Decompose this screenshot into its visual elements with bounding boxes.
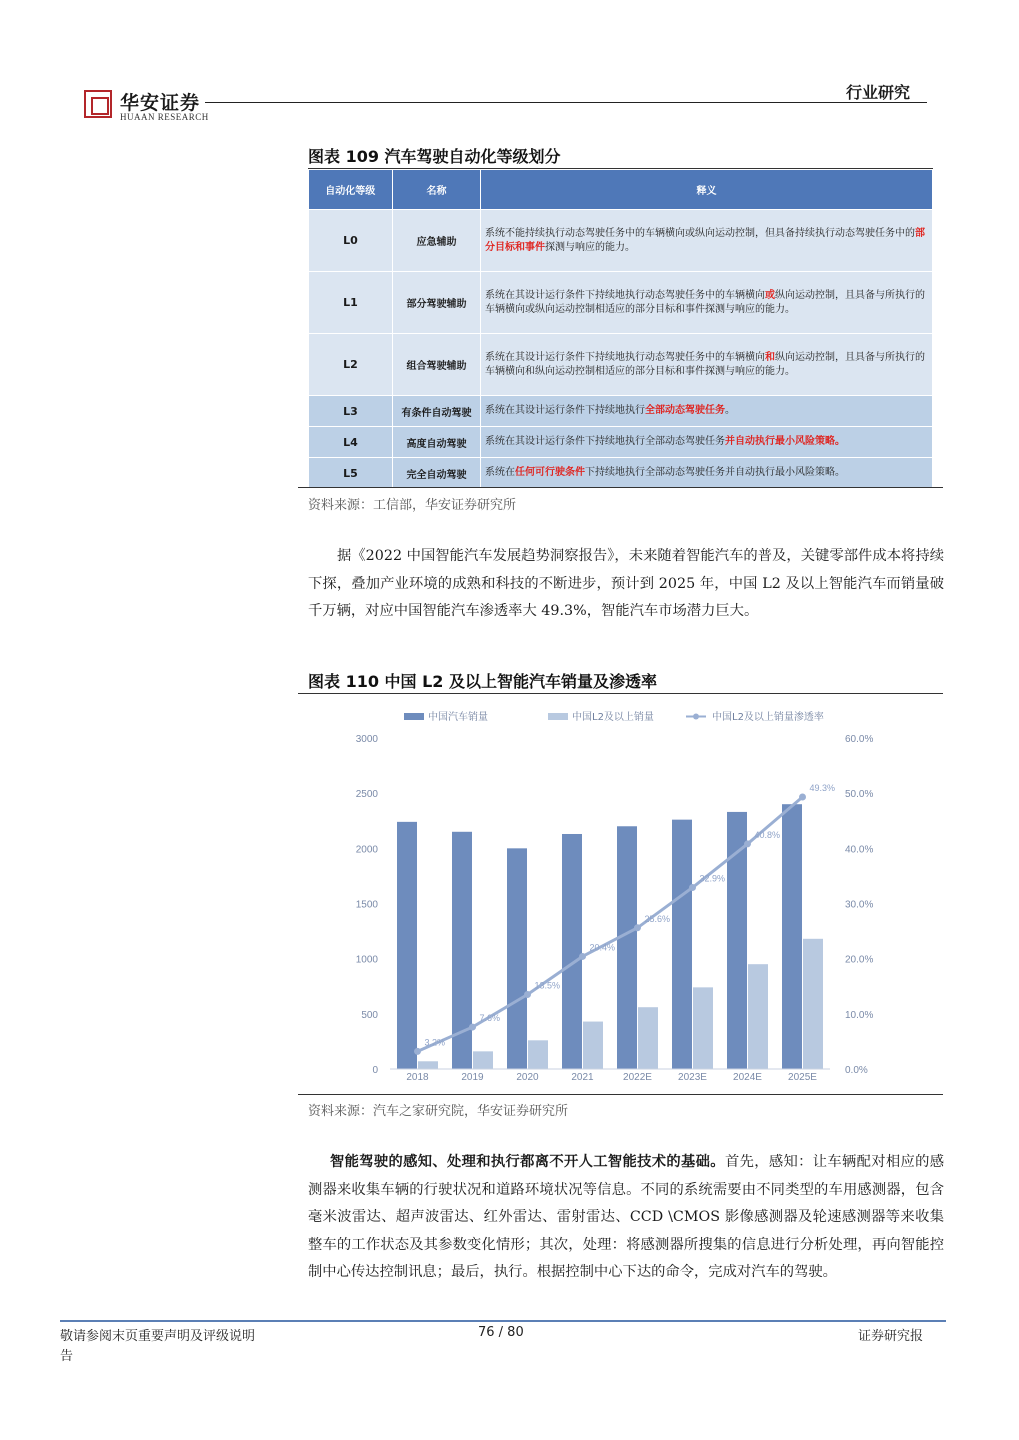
figure-110-title: 图表 110 中国 L2 及以上智能汽车销量及渗透率 xyxy=(308,672,658,691)
legend-swatch xyxy=(548,713,568,720)
level-cell: L3 xyxy=(309,396,393,427)
paragraph-2-body: 首先，感知：让车辆配对相应的感测器来收集车辆的行驶状况和道路环境状况等信息。不同的系统需要由不同类型的车用感测器，包含毫米波雷达、超声波雷达、红外雷达、雷射雷达、CCD \CMOS 影像感测器及轮速感测器等来收集整车的工作状态及其参数变化情形；其次，处理：将感测器所搜集的信息进行分析处理，再向智能控制中心传达控制讯息；最后，执行。根据控制中心下达的命令，完成对汽车的驾驶。 xyxy=(308,1154,945,1281)
automation-level-table xyxy=(308,170,933,489)
penetration-label: 3.2% xyxy=(424,1037,446,1048)
penetration-label: 40.8% xyxy=(754,829,781,840)
level-cell: L5 xyxy=(309,458,393,489)
header-divider xyxy=(205,102,927,103)
penetration-point xyxy=(524,991,531,998)
sales-penetration-chart xyxy=(300,700,940,1090)
y-left-tick-label: 2500 xyxy=(355,789,378,801)
name-cell: 应急辅助 xyxy=(393,210,481,272)
body-paragraph-1: 据《2022 中国智能汽车发展趋势洞察报告》，未来随着智能汽车的普及，关键零部件成本将持续下探，叠加产业环境的成熟和科技的不断进步，预计到 2025 年，中国 L2 及以上智能汽车而销量破千万辆，对应中国智能汽车渗透率大 49.3%，智能汽车市场潜力巨大。 xyxy=(308,548,944,620)
level-cell: L0 xyxy=(309,210,393,272)
x-tick-label: 2023E xyxy=(678,1072,707,1083)
table-row xyxy=(309,396,933,427)
y-right-tick-label: 50.0% xyxy=(845,789,874,801)
bar-car-sales xyxy=(782,804,802,1069)
bar-l2-sales xyxy=(748,964,768,1069)
penetration-label: 13.5% xyxy=(534,980,561,991)
penetration-label: 49.3% xyxy=(809,783,836,794)
y-right-tick-label: 30.0% xyxy=(845,899,874,911)
footer-disclaimer: 敬请参阅末页重要声明及评级说明 xyxy=(60,1329,256,1344)
table-row xyxy=(309,427,933,458)
bar-l2-sales xyxy=(418,1061,438,1069)
x-tick-label: 2019 xyxy=(461,1072,484,1083)
level-cell: L4 xyxy=(309,427,393,458)
x-tick-label: 2024E xyxy=(733,1072,762,1083)
logo-mark-icon xyxy=(84,90,112,118)
bar-car-sales xyxy=(507,848,527,1069)
desc-cell: 系统在任何可行驶条件下持续地执行全部动态驾驶任务并自动执行最小风险策略。 xyxy=(481,458,933,489)
y-right-tick-label: 20.0% xyxy=(845,954,874,966)
table-header-row xyxy=(309,170,933,210)
table-row xyxy=(309,458,933,489)
penetration-point xyxy=(469,1024,476,1031)
y-right-tick-label: 40.0% xyxy=(845,844,874,856)
y-left-tick-label: 0 xyxy=(372,1065,378,1076)
bar-l2-sales xyxy=(803,939,823,1069)
desc-cell: 系统在其设计运行条件下持续地执行全部动态驾驶任务并自动执行最小风险策略。 xyxy=(481,427,933,458)
chart-source: 资料来源：汽车之家研究院，华安证券研究所 xyxy=(308,1104,569,1119)
penetration-point xyxy=(744,840,751,847)
y-right-tick-label: 10.0% xyxy=(845,1009,874,1021)
name-cell: 完全自动驾驶 xyxy=(393,458,481,489)
y-left-tick-label: 2000 xyxy=(355,844,378,856)
figure-109-title-rule xyxy=(308,168,933,169)
logo-text: 华安证券 xyxy=(120,92,201,114)
penetration-label: 7.6% xyxy=(479,1013,501,1024)
footer-disclaimer-cont: 告 xyxy=(60,1349,74,1364)
x-tick-label: 2018 xyxy=(406,1072,429,1083)
paragraph-2-lead: 智能驾驶的感知、处理和执行都离不开人工智能技术的基础。 xyxy=(330,1154,725,1170)
bar-car-sales xyxy=(617,826,637,1069)
header-desc: 释义 xyxy=(481,170,933,210)
table-row xyxy=(309,210,933,272)
penetration-point xyxy=(414,1048,421,1055)
figure-110-title-rule xyxy=(298,693,943,694)
y-left-tick-label: 3000 xyxy=(355,734,378,745)
table-row xyxy=(309,334,933,396)
x-tick-label: 2025E xyxy=(788,1072,817,1083)
body-paragraph-2 xyxy=(308,1149,944,1287)
penetration-label: 20.4% xyxy=(589,942,616,953)
x-tick-label: 2021 xyxy=(571,1072,594,1083)
y-left-tick-label: 1000 xyxy=(355,954,378,966)
penetration-point xyxy=(689,884,696,891)
footer-divider xyxy=(60,1320,946,1322)
penetration-label: 32.9% xyxy=(699,873,726,884)
table-source: 资料来源：工信部，华安证券研究所 xyxy=(308,498,517,513)
name-cell: 组合驾驶辅助 xyxy=(393,334,481,396)
penetration-label: 25.6% xyxy=(644,913,671,924)
y-left-tick-label: 1500 xyxy=(355,899,378,911)
footer-report-label: 证券研究报 xyxy=(858,1329,924,1344)
level-cell: L2 xyxy=(309,334,393,396)
chart-legend xyxy=(404,710,824,723)
bar-car-sales xyxy=(397,822,417,1069)
bar-car-sales xyxy=(562,834,582,1069)
bar-l2-sales xyxy=(528,1040,548,1069)
penetration-point xyxy=(579,953,586,960)
legend-swatch xyxy=(404,713,424,720)
bar-l2-sales xyxy=(693,987,713,1069)
y-right-tick-label: 60.0% xyxy=(845,734,874,745)
section-label: 行业研究 xyxy=(846,83,911,102)
bar-l2-sales xyxy=(473,1051,493,1069)
page-number: 76 / 80 xyxy=(478,1325,524,1340)
bar-l2-sales xyxy=(638,1007,658,1069)
figure-109-title: 图表 109 汽车驾驶自动化等级划分 xyxy=(308,147,561,166)
chart-bottom-rule xyxy=(298,1094,943,1095)
y-left-tick-label: 500 xyxy=(361,1009,378,1021)
name-cell: 部分驾驶辅助 xyxy=(393,272,481,334)
name-cell: 高度自动驾驶 xyxy=(393,427,481,458)
legend-label: 中国L2及以上销量 xyxy=(572,712,654,723)
legend-swatch-dot xyxy=(693,714,699,720)
name-cell: 有条件自动驾驶 xyxy=(393,396,481,427)
y-right-tick-label: 0.0% xyxy=(845,1065,868,1076)
header-name: 名称 xyxy=(393,170,481,210)
legend-label: 中国汽车销量 xyxy=(428,712,488,723)
logo-subtext: HUAAN RESEARCH xyxy=(120,112,209,122)
table-row xyxy=(309,272,933,334)
desc-cell: 系统在其设计运行条件下持续地执行动态驾驶任务中的车辆横向或纵向运动控制，且具备与所执行的车辆横向或纵向运动控制相适应的部分目标和事件探测与响应的能力。 xyxy=(481,272,933,334)
penetration-point xyxy=(799,794,806,801)
level-cell: L1 xyxy=(309,272,393,334)
header-level: 自动化等级 xyxy=(309,170,393,210)
bar-l2-sales xyxy=(583,1022,603,1069)
x-tick-label: 2022E xyxy=(623,1072,652,1083)
desc-cell: 系统在其设计运行条件下持续地执行动态驾驶任务中的车辆横向和纵向运动控制，且具备与所执行的车辆横向和纵向运动控制相适应的部分目标和事件探测与响应的能力。 xyxy=(481,334,933,396)
table-bottom-rule xyxy=(298,487,943,488)
bar-car-sales xyxy=(672,820,692,1069)
legend-label: 中国L2及以上销量渗透率 xyxy=(712,712,824,723)
penetration-point xyxy=(634,924,641,931)
x-tick-label: 2020 xyxy=(516,1072,539,1083)
desc-cell: 系统不能持续执行动态驾驶任务中的车辆横向或纵向运动控制，但具备持续执行动态驾驶任务中的部分目标和事件探测与响应的能力。 xyxy=(481,210,933,272)
desc-cell: 系统在其设计运行条件下持续地执行全部动态驾驶任务。 xyxy=(481,396,933,427)
